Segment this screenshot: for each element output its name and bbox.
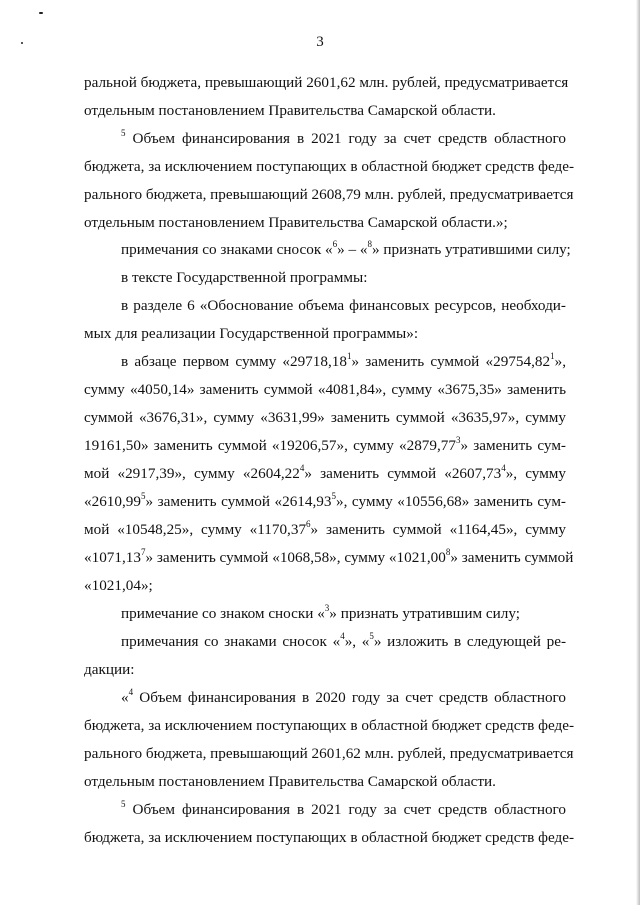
text-segment: дакции: xyxy=(84,661,135,678)
footnote-marker: 3 xyxy=(455,434,461,445)
text-line xyxy=(84,716,575,736)
text-segment: рального бюджета, превышающий 2601,62 млн. рублей, предусматривается xyxy=(84,745,574,762)
footnote-marker: 5 xyxy=(121,798,126,809)
footnote-marker: 4 xyxy=(128,686,134,697)
text-segment: примечание со знаком сноски « xyxy=(121,605,325,622)
text-segment: 19161,50» заменить суммой «19206,57», сумму «2879,77 xyxy=(84,437,456,454)
footnote-marker: 6 xyxy=(306,518,311,529)
text-segment: » заменить суммой «29754,82 xyxy=(351,353,551,370)
text-segment: » заменить сум- xyxy=(460,437,566,454)
footnote-marker: 5 xyxy=(369,630,374,641)
text-segment: «1021,04»; xyxy=(84,577,153,594)
text-line xyxy=(84,157,575,177)
text-line xyxy=(84,492,566,512)
footnote-marker: 4 xyxy=(340,630,345,641)
text-line xyxy=(84,101,566,121)
text-segment: » заменить суммой «1164,45», сумму xyxy=(310,521,566,538)
text-segment: в абзаце первом сумму «29718,18 xyxy=(121,353,347,370)
footnote-marker: 5 xyxy=(121,127,126,138)
text-segment: суммой «3676,31», сумму «3631,99» заменить суммой «3635,97», сумму xyxy=(84,409,566,426)
text-segment: примечания со знаками сносок « xyxy=(121,241,333,258)
scan-edge-shadow xyxy=(636,0,640,905)
text-segment: » заменить суммой «1068,58», сумму «1021,00 xyxy=(145,549,446,566)
page-number: 3 xyxy=(316,34,324,50)
footnote-marker: 8 xyxy=(367,238,372,249)
text-segment: », сумму «10556,68» заменить сум- xyxy=(335,493,566,510)
text-line xyxy=(84,546,574,568)
text-line xyxy=(121,688,566,708)
text-line xyxy=(84,520,566,540)
footnote-marker: 1 xyxy=(346,350,352,361)
footnote-marker: 3 xyxy=(324,602,330,613)
text-line xyxy=(121,238,571,260)
text-segment: бюджета, за исключением поступающих в областной бюджет средств феде- xyxy=(84,717,575,734)
text-segment: Объем финансирования в 2021 году за счет средств областного xyxy=(125,801,566,818)
text-segment: «1071,13 xyxy=(84,549,141,566)
text-line xyxy=(84,185,574,205)
text-segment: » заменить суммой «2614,93 xyxy=(145,493,332,510)
footnote-marker: 6 xyxy=(332,238,338,249)
text-line xyxy=(84,660,566,680)
text-line xyxy=(84,576,566,596)
text-segment: » заменить суммой «2607,73 xyxy=(304,465,502,482)
text-segment: мой «2917,39», сумму «2604,22 xyxy=(84,465,300,482)
text-segment: Объем финансирования в 2021 году за счет средств областного xyxy=(125,130,566,147)
text-segment: «2610,99 xyxy=(84,493,141,510)
text-segment: рального бюджета, превышающий 2608,79 млн. рублей, предусматривается xyxy=(84,186,574,203)
text-segment: мой «10548,25», сумму «1170,37 xyxy=(84,521,307,538)
text-segment: отдельным постановлением Правительства Самарской области. xyxy=(84,102,496,119)
footnote-marker: 5 xyxy=(331,490,336,501)
text-segment: в тексте Государственной программы: xyxy=(121,269,368,286)
text-segment: », « xyxy=(344,633,370,650)
footnote-marker: 1 xyxy=(550,350,555,361)
text-segment: бюджета, за исключением поступающих в областной бюджет средств феде- xyxy=(84,158,575,175)
text-segment: Объем финансирования в 2020 году за счет средств областного xyxy=(133,689,566,706)
text-segment: бюджета, за исключением поступающих в областной бюджет средств феде- xyxy=(84,829,575,846)
text-segment: » изложить в следующей ре- xyxy=(373,633,567,650)
text-segment: » заменить суммой xyxy=(450,549,574,566)
footnote-marker: 4 xyxy=(299,462,305,473)
text-line xyxy=(84,324,566,344)
text-line xyxy=(84,380,566,400)
text-segment: мых для реализации Государственной программы»: xyxy=(84,325,419,342)
text-segment: », сумму xyxy=(505,465,567,482)
text-segment: », xyxy=(554,353,566,370)
text-line xyxy=(121,352,566,372)
text-line xyxy=(121,268,566,288)
text-line xyxy=(84,744,574,764)
text-line xyxy=(84,408,566,428)
text-segment: » – « xyxy=(337,241,368,258)
text-line xyxy=(84,213,566,233)
text-line xyxy=(121,129,566,149)
text-line xyxy=(84,436,566,456)
text-segment: » признать утратившими силу; xyxy=(371,241,571,258)
text-line xyxy=(84,828,575,848)
text-segment: примечания со знаками сносок « xyxy=(121,633,341,650)
footnote-marker: 4 xyxy=(501,462,506,473)
text-line xyxy=(121,296,566,316)
text-line xyxy=(84,73,569,93)
text-segment: отдельным постановлением Правительства Самарской области.»; xyxy=(84,214,508,231)
text-line xyxy=(121,632,566,652)
scan-speck xyxy=(39,12,43,14)
text-segment: в разделе 6 «Обоснование объема финансовых ресурсов, необходи- xyxy=(121,297,566,314)
text-line xyxy=(84,772,566,792)
text-segment: отдельным постановлением Правительства Самарской области. xyxy=(84,773,496,790)
text-line xyxy=(121,604,566,624)
text-segment: ральной бюджета, превышающий 2601,62 млн. рублей, предусматривается xyxy=(84,74,569,91)
text-segment: сумму «4050,14» заменить суммой «4081,84», сумму «3675,35» заменить xyxy=(84,381,566,398)
footnote-marker: 7 xyxy=(140,546,146,557)
footnote-marker: 5 xyxy=(140,490,146,501)
footnote-marker: 8 xyxy=(445,546,451,557)
text-line xyxy=(84,464,566,484)
text-segment: » признать утратившим силу; xyxy=(329,605,520,622)
text-segment: « xyxy=(121,689,129,706)
text-line xyxy=(121,800,566,820)
